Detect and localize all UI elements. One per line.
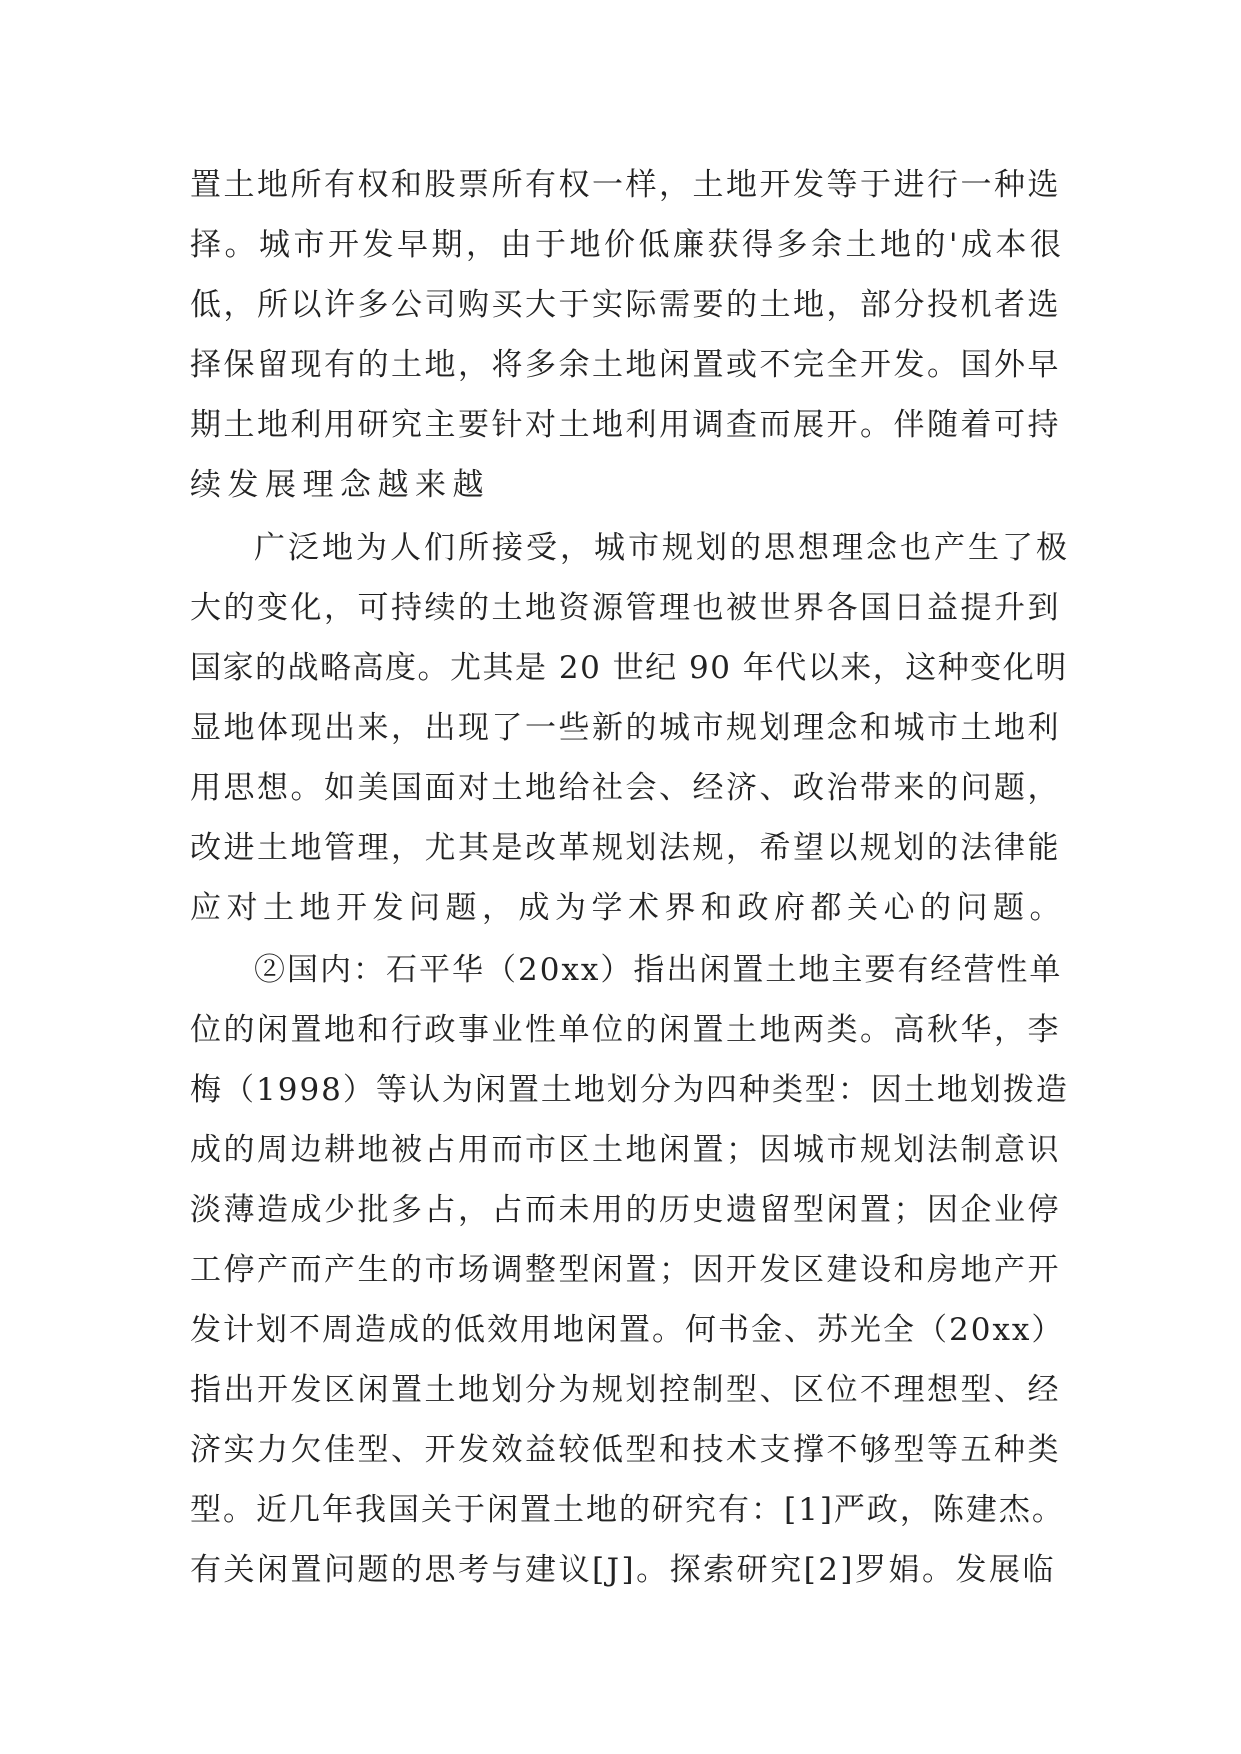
text-line: 指出开发区闲置土地划分为规划控制型、区位不理想型、经 <box>190 1372 1061 1408</box>
text-line: 有关闲置问题的思考与建议[J]。探索研究[2]罗娟。发展临 <box>190 1552 1057 1588</box>
text-line: 梅（1998）等认为闲置土地划分为四种类型：因土地划拨造 <box>190 1072 1069 1108</box>
text-line: 择。城市开发早期，由于地价低廉获得多余土地的'成本很 <box>190 227 1065 263</box>
text-line: 置土地所有权和股票所有权一样，土地开发等于进行一种选 <box>190 167 1061 203</box>
text-line: 国家的战略高度。尤其是 20 世纪 90 年代以来，这种变化明 <box>190 650 1068 686</box>
text-line: 型。近几年我国关于闲置土地的研究有：[1]严政，陈建杰。 <box>190 1492 1065 1528</box>
text-line: 工停产而产生的市场调整型闲置；因开发区建设和房地产开 <box>190 1252 1061 1288</box>
paragraph-first-line: ②国内：石平华（20xx）指出闲置土地主要有经营性单 <box>254 952 1063 988</box>
text-line: 淡薄造成少批多占，占而未用的历史遗留型闲置；因企业停 <box>190 1192 1061 1228</box>
text-line: 发计划不周造成的低效用地闲置。何书金、苏光全（20xx） <box>190 1312 1065 1348</box>
text-line: 成的周边耕地被占用而市区土地闲置；因城市规划法制意识 <box>190 1132 1061 1168</box>
text-line: 择保留现有的土地，将多余土地闲置或不完全开发。国外早 <box>190 347 1061 383</box>
text-line: 位的闲置地和行政事业性单位的闲置土地两类。高秋华，李 <box>190 1012 1061 1048</box>
paragraph-first-line: 广泛地为人们所接受，城市规划的思想理念也产生了极 <box>254 530 1070 566</box>
text-line: 用思想。如美国面对土地给社会、经济、政治带来的问题， <box>190 770 1061 806</box>
text-line: 大的变化，可持续的土地资源管理也被世界各国日益提升到 <box>190 590 1061 626</box>
text-line: 期土地利用研究主要针对土地利用调查而展开。伴随着可持 <box>190 407 1061 443</box>
text-line: 显地体现出来，出现了一些新的城市规划理念和城市土地利 <box>190 710 1061 746</box>
text-line: 续发展理念越来越 <box>190 467 490 503</box>
text-line: 改进土地管理，尤其是改革规划法规，希望以规划的法律能 <box>190 830 1061 866</box>
text-line: 低，所以许多公司购买大于实际需要的土地，部分投机者选 <box>190 287 1061 323</box>
text-line: 济实力欠佳型、开发效益较低型和技术支撑不够型等五种类 <box>190 1432 1061 1468</box>
text-line: 应对土地开发问题，成为学术界和政府都关心的问题。 <box>190 890 1066 926</box>
